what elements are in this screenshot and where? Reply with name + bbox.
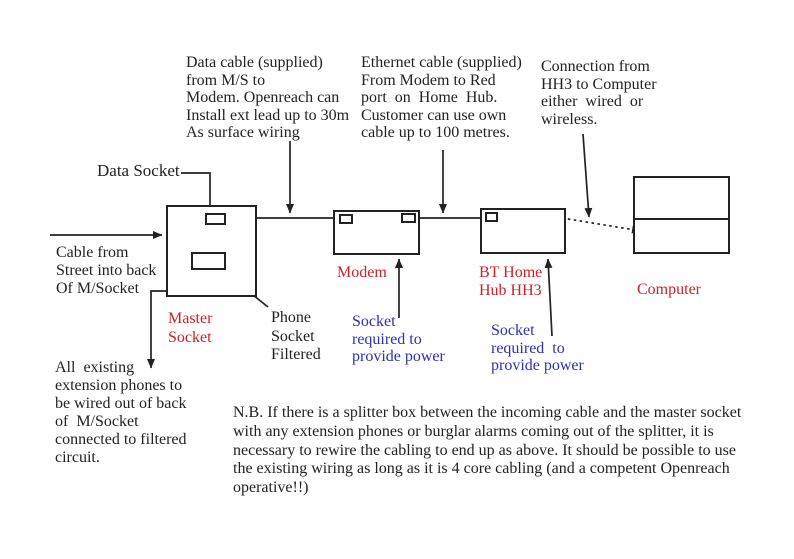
home-hub-port: [485, 212, 498, 222]
label-line: Computer: [637, 281, 701, 298]
modem-port-left: [339, 214, 353, 224]
note-line: Socket: [352, 313, 396, 330]
note-line: either wired or: [541, 93, 644, 110]
note-line: HH3 to Computer: [541, 75, 657, 93]
data-socket-port: [205, 213, 226, 225]
extension-pointer: [151, 291, 166, 368]
computer-divider: [635, 218, 728, 220]
label-line: Filtered: [271, 346, 321, 363]
note-line: N.B. If there is a splitter box between the incoming cable and the master socket: [233, 404, 742, 421]
label-line: Socket: [168, 328, 212, 346]
computer-box: [633, 176, 730, 254]
note-line: extension phones to: [55, 377, 183, 394]
note-line: be wired out of back: [55, 395, 187, 412]
modem-port-right: [401, 213, 416, 223]
phone-socket-label: [271, 309, 321, 365]
note-line: Socket: [491, 322, 535, 339]
home-hub-label: [479, 264, 542, 300]
label-line: Phone: [271, 309, 311, 326]
note-line: Data cable (supplied): [186, 54, 323, 71]
modem-power-note: [352, 313, 445, 366]
note-line: Modem. Openreach can: [186, 89, 340, 106]
label-line: Hub HH3: [479, 282, 542, 299]
note-line: As surface wiring: [186, 124, 300, 141]
label-line: Socket: [271, 327, 315, 345]
modem-label: [337, 264, 387, 282]
note-line: with any extension phones or burglar alarms coming out of the splitter, it is: [233, 422, 714, 440]
hub-power-note: [491, 322, 584, 375]
nb-note: [233, 404, 741, 498]
note-line: operative!!): [233, 479, 309, 497]
note-line: Connection from: [541, 58, 650, 75]
master-socket-label: [168, 310, 212, 347]
note-line: Street into back: [56, 262, 157, 279]
cable-from-street-note: [56, 244, 156, 298]
note-line: required to: [352, 330, 422, 348]
note-line: from M/S to: [186, 71, 266, 89]
note-line: connected to filtered: [55, 431, 187, 448]
note-line: of M/Socket: [55, 413, 139, 430]
connection-pointer-arrow: [583, 134, 589, 217]
note-line: necessary to rewire the cabling to end up as above. It should be possible to use: [233, 441, 736, 459]
note-line: port on Home Hub.: [361, 89, 498, 106]
note-line: Install ext lead up to 30m: [186, 106, 350, 124]
note-line: cable up to 100 metres.: [361, 124, 510, 141]
note-line: Customer can use own: [361, 106, 507, 124]
label-line: BT Home: [479, 264, 543, 281]
note-line: All existing: [55, 359, 135, 376]
note-line: the existing wiring as long as it is 4 core cabling (and a competent Openreach: [233, 460, 730, 478]
note-line: wireless.: [541, 110, 598, 128]
label-line: Master: [168, 310, 213, 327]
wireless-dotted-link: [556, 217, 641, 231]
note-line: Of M/Socket: [56, 280, 140, 297]
note-line: Cable from: [56, 244, 129, 261]
data-cable-note: [186, 54, 349, 142]
note-line: circuit.: [55, 449, 100, 466]
note-line: required to: [491, 339, 565, 357]
extension-note: [55, 359, 187, 467]
computer-label: [637, 281, 701, 299]
data-socket-label: [97, 162, 180, 180]
connection-note: [541, 58, 657, 128]
phone-socket-port: [191, 252, 226, 270]
note-line: From Modem to Red: [361, 71, 496, 89]
label-line: Modem: [337, 264, 387, 281]
ethernet-cable-note: [361, 54, 522, 142]
note-line: provide power: [491, 357, 584, 374]
note-line: Ethernet cable (supplied): [361, 54, 522, 71]
note-line: provide power: [352, 348, 445, 365]
note-line: Data Socket: [97, 161, 180, 180]
